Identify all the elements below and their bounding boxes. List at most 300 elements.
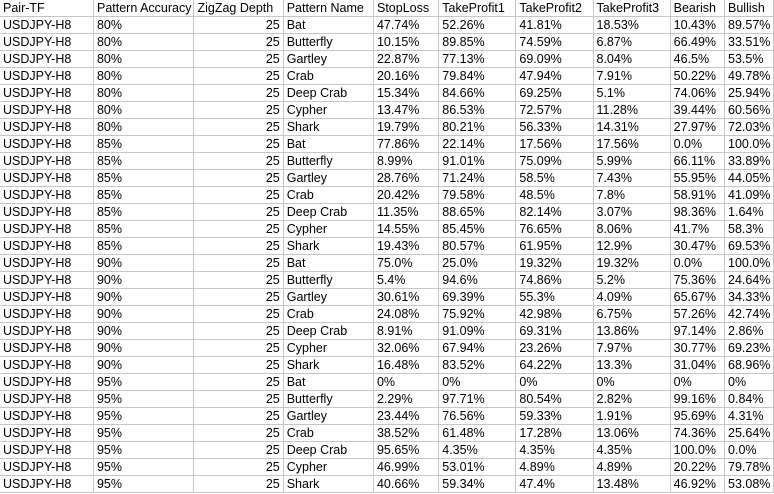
cell-bullish[interactable]: 33.51% <box>725 34 774 51</box>
cell-pair-tf[interactable]: USDJPY-H8 <box>0 136 93 153</box>
cell-bearish[interactable]: 41.7% <box>670 221 724 238</box>
cell-bullish[interactable]: 41.09% <box>725 187 774 204</box>
cell-pattern-accuracy[interactable]: 95% <box>93 374 194 391</box>
cell-bullish[interactable]: 58.3% <box>725 221 774 238</box>
cell-takeprofit2[interactable]: 69.09% <box>516 51 593 68</box>
table-row <box>0 136 774 153</box>
cell-bearish[interactable]: 30.47% <box>670 238 724 255</box>
cell-pattern-name[interactable]: Bat <box>283 17 373 34</box>
cell-pattern-accuracy[interactable]: 85% <box>93 221 194 238</box>
cell-takeprofit3[interactable]: 13.86% <box>593 323 670 340</box>
cell-bearish[interactable]: 46.92% <box>670 476 724 493</box>
cell-bearish[interactable]: 39.44% <box>670 102 724 119</box>
cell-bullish[interactable]: 69.23% <box>725 340 774 357</box>
cell-pair-tf[interactable]: USDJPY-H8 <box>0 289 93 306</box>
cell-pattern-name[interactable]: Deep Crab <box>283 323 373 340</box>
cell-takeprofit1[interactable]: 4.35% <box>439 442 516 459</box>
cell-zigzag-depth[interactable]: 25 <box>194 476 283 493</box>
cell-zigzag-depth[interactable]: 25 <box>194 204 283 221</box>
cell-takeprofit2[interactable]: 4.89% <box>516 459 593 476</box>
cell-bullish[interactable]: 69.53% <box>725 238 774 255</box>
cell-takeprofit3[interactable]: 11.28% <box>593 102 670 119</box>
cell-stoploss[interactable]: 77.86% <box>373 136 438 153</box>
cell-zigzag-depth[interactable]: 25 <box>194 391 283 408</box>
cell-pair-tf[interactable]: USDJPY-H8 <box>0 153 93 170</box>
cell-takeprofit2[interactable]: 42.98% <box>516 306 593 323</box>
cell-stoploss[interactable]: 30.61% <box>373 289 438 306</box>
cell-stoploss[interactable]: 46.99% <box>373 459 438 476</box>
cell-stoploss[interactable]: 8.99% <box>373 153 438 170</box>
cell-stoploss[interactable]: 38.52% <box>373 425 438 442</box>
cell-pair-tf[interactable]: USDJPY-H8 <box>0 85 93 102</box>
cell-zigzag-depth[interactable]: 25 <box>194 51 283 68</box>
header-cell-bearish[interactable]: Bearish <box>670 0 724 17</box>
cell-pattern-accuracy[interactable]: 95% <box>93 425 194 442</box>
cell-pattern-accuracy[interactable]: 80% <box>93 17 194 34</box>
cell-takeprofit2[interactable]: 76.65% <box>516 221 593 238</box>
cell-bearish[interactable]: 10.43% <box>670 17 724 34</box>
cell-takeprofit2[interactable]: 56.33% <box>516 119 593 136</box>
cell-pattern-accuracy[interactable]: 80% <box>93 102 194 119</box>
cell-pattern-name[interactable]: Gartley <box>283 51 373 68</box>
cell-pair-tf[interactable]: USDJPY-H8 <box>0 476 93 493</box>
cell-takeprofit3[interactable]: 14.31% <box>593 119 670 136</box>
cell-stoploss[interactable]: 23.44% <box>373 408 438 425</box>
cell-zigzag-depth[interactable]: 25 <box>194 17 283 34</box>
cell-takeprofit3[interactable]: 7.91% <box>593 68 670 85</box>
cell-bullish[interactable]: 53.5% <box>725 51 774 68</box>
cell-bearish[interactable]: 50.22% <box>670 68 724 85</box>
cell-pair-tf[interactable]: USDJPY-H8 <box>0 340 93 357</box>
cell-takeprofit2[interactable]: 47.94% <box>516 68 593 85</box>
cell-bullish[interactable]: 34.33% <box>725 289 774 306</box>
cell-takeprofit3[interactable]: 5.1% <box>593 85 670 102</box>
cell-zigzag-depth[interactable]: 25 <box>194 272 283 289</box>
cell-takeprofit1[interactable]: 77.13% <box>439 51 516 68</box>
cell-pair-tf[interactable]: USDJPY-H8 <box>0 272 93 289</box>
table-row <box>0 357 774 374</box>
cell-pattern-accuracy[interactable]: 90% <box>93 272 194 289</box>
cell-takeprofit3[interactable]: 3.07% <box>593 204 670 221</box>
cell-pattern-name[interactable]: Crab <box>283 68 373 85</box>
cell-pair-tf[interactable]: USDJPY-H8 <box>0 119 93 136</box>
cell-takeprofit1[interactable]: 61.48% <box>439 425 516 442</box>
cell-stoploss[interactable]: 28.76% <box>373 170 438 187</box>
cell-pair-tf[interactable]: USDJPY-H8 <box>0 187 93 204</box>
cell-pair-tf[interactable]: USDJPY-H8 <box>0 170 93 187</box>
cell-takeprofit2[interactable]: 23.26% <box>516 340 593 357</box>
cell-takeprofit3[interactable]: 6.87% <box>593 34 670 51</box>
cell-takeprofit3[interactable]: 7.43% <box>593 170 670 187</box>
cell-takeprofit2[interactable]: 17.56% <box>516 136 593 153</box>
cell-bullish[interactable]: 72.03% <box>725 119 774 136</box>
cell-takeprofit1[interactable]: 0% <box>439 374 516 391</box>
cell-bearish[interactable]: 97.14% <box>670 323 724 340</box>
cell-stoploss[interactable]: 24.08% <box>373 306 438 323</box>
cell-pattern-name[interactable]: Cypher <box>283 102 373 119</box>
cell-stoploss[interactable]: 5.4% <box>373 272 438 289</box>
cell-zigzag-depth[interactable]: 25 <box>194 221 283 238</box>
cell-takeprofit1[interactable]: 67.94% <box>439 340 516 357</box>
cell-takeprofit3[interactable]: 8.04% <box>593 51 670 68</box>
cell-zigzag-depth[interactable]: 25 <box>194 306 283 323</box>
cell-takeprofit2[interactable]: 47.4% <box>516 476 593 493</box>
cell-bullish[interactable]: 0% <box>725 374 774 391</box>
cell-stoploss[interactable]: 22.87% <box>373 51 438 68</box>
cell-takeprofit1[interactable]: 22.14% <box>439 136 516 153</box>
cell-zigzag-depth[interactable]: 25 <box>194 102 283 119</box>
cell-pair-tf[interactable]: USDJPY-H8 <box>0 102 93 119</box>
cell-takeprofit3[interactable]: 7.97% <box>593 340 670 357</box>
cell-bullish[interactable]: 24.64% <box>725 272 774 289</box>
cell-takeprofit1[interactable]: 79.84% <box>439 68 516 85</box>
cell-pattern-accuracy[interactable]: 80% <box>93 68 194 85</box>
cell-bullish[interactable]: 60.56% <box>725 102 774 119</box>
cell-pair-tf[interactable]: USDJPY-H8 <box>0 408 93 425</box>
cell-zigzag-depth[interactable]: 25 <box>194 442 283 459</box>
cell-stoploss[interactable]: 8.91% <box>373 323 438 340</box>
cell-takeprofit1[interactable]: 52.26% <box>439 17 516 34</box>
cell-pattern-name[interactable]: Cypher <box>283 459 373 476</box>
cell-bearish[interactable]: 0.0% <box>670 136 724 153</box>
cell-zigzag-depth[interactable]: 25 <box>194 136 283 153</box>
cell-pattern-accuracy[interactable]: 80% <box>93 51 194 68</box>
cell-pattern-accuracy[interactable]: 90% <box>93 357 194 374</box>
cell-takeprofit1[interactable]: 85.45% <box>439 221 516 238</box>
cell-stoploss[interactable]: 19.79% <box>373 119 438 136</box>
cell-pattern-name[interactable]: Cypher <box>283 340 373 357</box>
cell-pattern-name[interactable]: Bat <box>283 374 373 391</box>
cell-pattern-accuracy[interactable]: 95% <box>93 408 194 425</box>
cell-pair-tf[interactable]: USDJPY-H8 <box>0 204 93 221</box>
cell-bearish[interactable]: 58.91% <box>670 187 724 204</box>
cell-stoploss[interactable]: 47.74% <box>373 17 438 34</box>
cell-bullish[interactable]: 44.05% <box>725 170 774 187</box>
cell-bearish[interactable]: 57.26% <box>670 306 724 323</box>
cell-takeprofit3[interactable]: 13.06% <box>593 425 670 442</box>
cell-pattern-name[interactable]: Deep Crab <box>283 442 373 459</box>
cell-takeprofit1[interactable]: 88.65% <box>439 204 516 221</box>
cell-pattern-accuracy[interactable]: 90% <box>93 289 194 306</box>
table-row <box>0 255 774 272</box>
cell-stoploss[interactable]: 11.35% <box>373 204 438 221</box>
cell-takeprofit3[interactable]: 0% <box>593 374 670 391</box>
table-row <box>0 85 774 102</box>
cell-pattern-accuracy[interactable]: 95% <box>93 459 194 476</box>
cell-bearish[interactable]: 98.36% <box>670 204 724 221</box>
cell-bearish[interactable]: 95.69% <box>670 408 724 425</box>
header-cell-stoploss[interactable]: StopLoss <box>373 0 438 17</box>
cell-takeprofit3[interactable]: 12.9% <box>593 238 670 255</box>
cell-zigzag-depth[interactable]: 25 <box>194 34 283 51</box>
cell-takeprofit1[interactable]: 84.66% <box>439 85 516 102</box>
cell-pattern-accuracy[interactable]: 90% <box>93 340 194 357</box>
cell-bearish[interactable]: 46.5% <box>670 51 724 68</box>
cell-pattern-name[interactable]: Shark <box>283 119 373 136</box>
cell-takeprofit1[interactable]: 71.24% <box>439 170 516 187</box>
cell-pattern-accuracy[interactable]: 80% <box>93 119 194 136</box>
cell-takeprofit1[interactable]: 59.34% <box>439 476 516 493</box>
cell-zigzag-depth[interactable]: 25 <box>194 459 283 476</box>
cell-takeprofit1[interactable]: 76.56% <box>439 408 516 425</box>
cell-pair-tf[interactable]: USDJPY-H8 <box>0 306 93 323</box>
cell-pattern-accuracy[interactable]: 90% <box>93 255 194 272</box>
header-cell-bullish[interactable]: Bullish <box>725 0 774 17</box>
cell-takeprofit3[interactable]: 6.75% <box>593 306 670 323</box>
cell-bearish[interactable]: 31.04% <box>670 357 724 374</box>
cell-takeprofit3[interactable]: 13.3% <box>593 357 670 374</box>
cell-zigzag-depth[interactable]: 25 <box>194 238 283 255</box>
cell-pattern-accuracy[interactable]: 95% <box>93 476 194 493</box>
cell-takeprofit3[interactable]: 18.53% <box>593 17 670 34</box>
cell-pattern-name[interactable]: Deep Crab <box>283 85 373 102</box>
cell-pattern-accuracy[interactable]: 85% <box>93 187 194 204</box>
cell-takeprofit2[interactable]: 80.54% <box>516 391 593 408</box>
cell-takeprofit2[interactable]: 48.5% <box>516 187 593 204</box>
header-cell-takeprofit1[interactable]: TakeProfit1 <box>439 0 516 17</box>
cell-bearish[interactable]: 0.0% <box>670 255 724 272</box>
cell-stoploss[interactable]: 95.65% <box>373 442 438 459</box>
cell-pair-tf[interactable]: USDJPY-H8 <box>0 51 93 68</box>
cell-bullish[interactable]: 25.94% <box>725 85 774 102</box>
cell-stoploss[interactable]: 19.43% <box>373 238 438 255</box>
cell-takeprofit2[interactable]: 17.28% <box>516 425 593 442</box>
cell-takeprofit3[interactable]: 19.32% <box>593 255 670 272</box>
cell-pattern-name[interactable]: Butterfly <box>283 153 373 170</box>
cell-takeprofit3[interactable]: 4.89% <box>593 459 670 476</box>
cell-bearish[interactable]: 74.36% <box>670 425 724 442</box>
cell-stoploss[interactable]: 40.66% <box>373 476 438 493</box>
cell-takeprofit3[interactable]: 13.48% <box>593 476 670 493</box>
cell-zigzag-depth[interactable]: 25 <box>194 357 283 374</box>
cell-pattern-accuracy[interactable]: 95% <box>93 442 194 459</box>
header-cell-zigzag-depth[interactable]: ZigZag Depth <box>194 0 283 17</box>
cell-pattern-accuracy[interactable]: 85% <box>93 204 194 221</box>
table-row <box>0 170 774 187</box>
cell-takeprofit2[interactable]: 19.32% <box>516 255 593 272</box>
header-cell-takeprofit2[interactable]: TakeProfit2 <box>516 0 593 17</box>
cell-zigzag-depth[interactable]: 25 <box>194 323 283 340</box>
cell-takeprofit1[interactable]: 94.6% <box>439 272 516 289</box>
cell-stoploss[interactable]: 13.47% <box>373 102 438 119</box>
header-cell-pair-tf[interactable]: Pair-TF <box>0 0 93 17</box>
cell-pair-tf[interactable]: USDJPY-H8 <box>0 374 93 391</box>
cell-bearish[interactable]: 75.36% <box>670 272 724 289</box>
cell-pattern-accuracy[interactable]: 80% <box>93 34 194 51</box>
cell-takeprofit2[interactable]: 61.95% <box>516 238 593 255</box>
cell-takeprofit1[interactable]: 69.39% <box>439 289 516 306</box>
cell-stoploss[interactable]: 15.34% <box>373 85 438 102</box>
cell-takeprofit2[interactable]: 82.14% <box>516 204 593 221</box>
cell-bullish[interactable]: 100.0% <box>725 255 774 272</box>
cell-pattern-name[interactable]: Gartley <box>283 408 373 425</box>
cell-bearish[interactable]: 100.0% <box>670 442 724 459</box>
cell-takeprofit2[interactable]: 0% <box>516 374 593 391</box>
cell-takeprofit3[interactable]: 8.06% <box>593 221 670 238</box>
cell-pattern-name[interactable]: Cypher <box>283 221 373 238</box>
cell-bullish[interactable]: 25.64% <box>725 425 774 442</box>
cell-takeprofit3[interactable]: 17.56% <box>593 136 670 153</box>
cell-stoploss[interactable]: 20.16% <box>373 68 438 85</box>
cell-takeprofit3[interactable]: 2.82% <box>593 391 670 408</box>
cell-pattern-name[interactable]: Gartley <box>283 170 373 187</box>
cell-bearish[interactable]: 55.95% <box>670 170 724 187</box>
cell-zigzag-depth[interactable]: 25 <box>194 153 283 170</box>
cell-pattern-accuracy[interactable]: 85% <box>93 170 194 187</box>
cell-zigzag-depth[interactable]: 25 <box>194 255 283 272</box>
cell-takeprofit3[interactable]: 7.8% <box>593 187 670 204</box>
cell-bearish[interactable]: 30.77% <box>670 340 724 357</box>
cell-takeprofit2[interactable]: 64.22% <box>516 357 593 374</box>
cell-pattern-name[interactable]: Shark <box>283 476 373 493</box>
cell-pattern-accuracy[interactable]: 90% <box>93 323 194 340</box>
table-row <box>0 391 774 408</box>
cell-takeprofit3[interactable]: 1.91% <box>593 408 670 425</box>
cell-zigzag-depth[interactable]: 25 <box>194 425 283 442</box>
cell-takeprofit1[interactable]: 53.01% <box>439 459 516 476</box>
cell-pair-tf[interactable]: USDJPY-H8 <box>0 68 93 85</box>
cell-stoploss[interactable]: 14.55% <box>373 221 438 238</box>
cell-pattern-name[interactable]: Butterfly <box>283 391 373 408</box>
cell-pair-tf[interactable]: USDJPY-H8 <box>0 442 93 459</box>
cell-stoploss[interactable]: 32.06% <box>373 340 438 357</box>
cell-takeprofit2[interactable]: 74.86% <box>516 272 593 289</box>
cell-bullish[interactable]: 53.08% <box>725 476 774 493</box>
cell-bullish[interactable]: 49.78% <box>725 68 774 85</box>
cell-takeprofit1[interactable]: 75.92% <box>439 306 516 323</box>
cell-pattern-name[interactable]: Shark <box>283 357 373 374</box>
cell-zigzag-depth[interactable]: 25 <box>194 85 283 102</box>
cell-bullish[interactable]: 2.86% <box>725 323 774 340</box>
cell-zigzag-depth[interactable]: 25 <box>194 374 283 391</box>
cell-takeprofit1[interactable]: 91.01% <box>439 153 516 170</box>
cell-takeprofit1[interactable]: 80.57% <box>439 238 516 255</box>
cell-pattern-name[interactable]: Crab <box>283 187 373 204</box>
cell-pattern-accuracy[interactable]: 95% <box>93 391 194 408</box>
table-row <box>0 425 774 442</box>
cell-pattern-accuracy[interactable]: 90% <box>93 306 194 323</box>
cell-pair-tf[interactable]: USDJPY-H8 <box>0 425 93 442</box>
cell-pair-tf[interactable]: USDJPY-H8 <box>0 357 93 374</box>
cell-bearish[interactable]: 74.06% <box>670 85 724 102</box>
cell-zigzag-depth[interactable]: 25 <box>194 119 283 136</box>
cell-bullish[interactable]: 68.96% <box>725 357 774 374</box>
cell-pattern-name[interactable]: Bat <box>283 255 373 272</box>
cell-pair-tf[interactable]: USDJPY-H8 <box>0 323 93 340</box>
table-row <box>0 187 774 204</box>
header-cell-pattern-accuracy[interactable]: Pattern Accuracy <box>93 0 194 17</box>
cell-pair-tf[interactable]: USDJPY-H8 <box>0 221 93 238</box>
cell-pattern-name[interactable]: Butterfly <box>283 34 373 51</box>
cell-takeprofit1[interactable]: 25.0% <box>439 255 516 272</box>
cell-bullish[interactable]: 0.84% <box>725 391 774 408</box>
cell-pair-tf[interactable]: USDJPY-H8 <box>0 391 93 408</box>
cell-takeprofit1[interactable]: 97.71% <box>439 391 516 408</box>
cell-pattern-name[interactable]: Crab <box>283 306 373 323</box>
cell-takeprofit3[interactable]: 4.09% <box>593 289 670 306</box>
header-cell-takeprofit3[interactable]: TakeProfit3 <box>593 0 670 17</box>
cell-bearish[interactable]: 27.97% <box>670 119 724 136</box>
cell-pair-tf[interactable]: USDJPY-H8 <box>0 459 93 476</box>
cell-pattern-name[interactable]: Deep Crab <box>283 204 373 221</box>
cell-stoploss[interactable]: 0% <box>373 374 438 391</box>
cell-stoploss[interactable]: 2.29% <box>373 391 438 408</box>
cell-zigzag-depth[interactable]: 25 <box>194 187 283 204</box>
cell-bearish[interactable]: 20.22% <box>670 459 724 476</box>
cell-takeprofit2[interactable]: 72.57% <box>516 102 593 119</box>
cell-pattern-name[interactable]: Shark <box>283 238 373 255</box>
cell-takeprofit1[interactable]: 80.21% <box>439 119 516 136</box>
cell-pattern-accuracy[interactable]: 85% <box>93 238 194 255</box>
cell-zigzag-depth[interactable]: 25 <box>194 170 283 187</box>
cell-bullish[interactable]: 33.89% <box>725 153 774 170</box>
cell-takeprofit2[interactable]: 75.09% <box>516 153 593 170</box>
header-cell-pattern-name[interactable]: Pattern Name <box>283 0 373 17</box>
cell-bullish[interactable]: 42.74% <box>725 306 774 323</box>
cell-bearish[interactable]: 65.67% <box>670 289 724 306</box>
cell-takeprofit2[interactable]: 69.25% <box>516 85 593 102</box>
cell-stoploss[interactable]: 16.48% <box>373 357 438 374</box>
cell-pattern-name[interactable]: Bat <box>283 136 373 153</box>
cell-takeprofit3[interactable]: 4.35% <box>593 442 670 459</box>
cell-stoploss[interactable]: 20.42% <box>373 187 438 204</box>
table-row <box>0 51 774 68</box>
cell-takeprofit3[interactable]: 5.2% <box>593 272 670 289</box>
cell-stoploss[interactable]: 10.15% <box>373 34 438 51</box>
cell-pattern-name[interactable]: Butterfly <box>283 272 373 289</box>
cell-stoploss[interactable]: 75.0% <box>373 255 438 272</box>
cell-pattern-accuracy[interactable]: 85% <box>93 153 194 170</box>
cell-takeprofit1[interactable]: 79.58% <box>439 187 516 204</box>
cell-bullish[interactable]: 79.78% <box>725 459 774 476</box>
cell-takeprofit2[interactable]: 69.31% <box>516 323 593 340</box>
cell-pair-tf[interactable]: USDJPY-H8 <box>0 255 93 272</box>
cell-takeprofit2[interactable]: 74.59% <box>516 34 593 51</box>
cell-takeprofit2[interactable]: 55.3% <box>516 289 593 306</box>
cell-zigzag-depth[interactable]: 25 <box>194 68 283 85</box>
cell-takeprofit3[interactable]: 5.99% <box>593 153 670 170</box>
cell-takeprofit2[interactable]: 4.35% <box>516 442 593 459</box>
cell-pair-tf[interactable]: USDJPY-H8 <box>0 17 93 34</box>
cell-takeprofit2[interactable]: 41.81% <box>516 17 593 34</box>
cell-takeprofit1[interactable]: 89.85% <box>439 34 516 51</box>
cell-zigzag-depth[interactable]: 25 <box>194 408 283 425</box>
cell-bearish[interactable]: 99.16% <box>670 391 724 408</box>
cell-pattern-name[interactable]: Gartley <box>283 289 373 306</box>
cell-bearish[interactable]: 66.49% <box>670 34 724 51</box>
table-row <box>0 476 774 493</box>
cell-takeprofit2[interactable]: 59.33% <box>516 408 593 425</box>
cell-pattern-accuracy[interactable]: 80% <box>93 85 194 102</box>
cell-bullish[interactable]: 4.31% <box>725 408 774 425</box>
cell-pair-tf[interactable]: USDJPY-H8 <box>0 238 93 255</box>
cell-pair-tf[interactable]: USDJPY-H8 <box>0 34 93 51</box>
cell-takeprofit1[interactable]: 91.09% <box>439 323 516 340</box>
cell-bullish[interactable]: 100.0% <box>725 136 774 153</box>
cell-bullish[interactable]: 89.57% <box>725 17 774 34</box>
cell-pattern-accuracy[interactable]: 85% <box>93 136 194 153</box>
cell-takeprofit1[interactable]: 83.52% <box>439 357 516 374</box>
cell-pattern-name[interactable]: Crab <box>283 425 373 442</box>
cell-bearish[interactable]: 66.11% <box>670 153 724 170</box>
cell-bearish[interactable]: 0% <box>670 374 724 391</box>
cell-takeprofit1[interactable]: 86.53% <box>439 102 516 119</box>
cell-bullish[interactable]: 1.64% <box>725 204 774 221</box>
cell-zigzag-depth[interactable]: 25 <box>194 289 283 306</box>
cell-zigzag-depth[interactable]: 25 <box>194 340 283 357</box>
cell-bullish[interactable]: 0.0% <box>725 442 774 459</box>
cell-takeprofit2[interactable]: 58.5% <box>516 170 593 187</box>
